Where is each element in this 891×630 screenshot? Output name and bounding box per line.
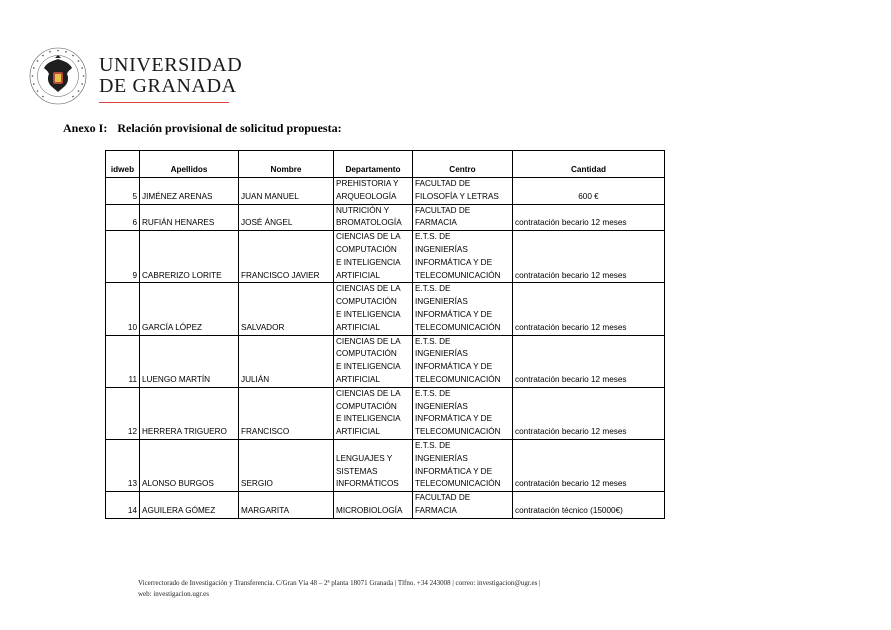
cell-departamento-line: BROMATOLOGÍA: [336, 218, 402, 228]
cell-idweb: 14: [106, 492, 140, 519]
annex-title: Relación provisional de solicitud propuesta:: [117, 121, 342, 135]
cell-idweb: 13: [106, 439, 140, 491]
cell-cantidad: contratación becario 12 meses: [513, 283, 665, 335]
cell-centro-line: TELECOMUNICACIÓN: [415, 427, 501, 437]
cell-departamento-line: ARTIFICIAL: [336, 322, 380, 332]
cell-centro-line: INFORMÁTICA Y DE: [415, 309, 493, 319]
cell-centro-line: INGENIERÍAS: [415, 401, 468, 411]
cell-departamento-line: COMPUTACIÓN: [336, 297, 397, 307]
cell-centro-line: INFORMÁTICA Y DE: [415, 362, 493, 372]
header-apellidos: Apellidos: [140, 151, 239, 178]
cell-departamento: [334, 335, 413, 387]
cell-centro-line: TELECOMUNICACIÓN: [415, 322, 501, 332]
cell-centro-line: TELECOMUNICACIÓN: [415, 270, 501, 280]
cell-apellidos: JIMÉNEZ ARENAS: [140, 178, 239, 205]
cell-cantidad: contratación técnico (15000€): [513, 492, 665, 519]
cell-departamento: [334, 387, 413, 439]
cell-departamento: [334, 231, 413, 283]
cell-cantidad: 600 €: [513, 178, 665, 205]
cell-nombre: FRANCISCO: [239, 387, 334, 439]
cell-centro-line: FARMACIA: [415, 218, 457, 228]
header-idweb: idweb: [106, 151, 140, 178]
cell-departamento: [334, 178, 413, 205]
table-row: [106, 439, 665, 491]
cell-idweb: 11: [106, 335, 140, 387]
cell-centro-line: FILOSOFÍA Y LETRAS: [415, 191, 499, 201]
cell-centro: [413, 204, 513, 231]
table-row: [106, 178, 665, 205]
header-nombre: Nombre: [239, 151, 334, 178]
cell-idweb: 10: [106, 283, 140, 335]
cell-centro: [413, 387, 513, 439]
cell-departamento: [334, 283, 413, 335]
cell-departamento-line: SISTEMAS: [336, 466, 378, 476]
cell-departamento-line: PREHISTORIA Y: [336, 179, 399, 188]
footer: [138, 578, 658, 600]
cell-centro-line: FARMACIA: [415, 505, 457, 515]
cell-departamento-line: ARTIFICIAL: [336, 270, 380, 280]
cell-centro-line: INGENIERÍAS: [415, 297, 468, 307]
cell-centro-line: TELECOMUNICACIÓN: [415, 479, 501, 489]
cell-centro-line: INGENIERÍAS: [415, 349, 468, 359]
cell-idweb: 6: [106, 204, 140, 231]
university-seal-icon: [28, 46, 88, 106]
brand-line-2: DE GRANADA: [99, 75, 237, 97]
table-row: [106, 335, 665, 387]
table-row: [106, 283, 665, 335]
cell-departamento-line: MICROBIOLOGÍA: [336, 505, 403, 515]
annex-heading: [63, 121, 342, 136]
cell-nombre: MARGARITA: [239, 492, 334, 519]
cell-departamento-line: CIENCIAS DE LA: [336, 336, 401, 346]
cell-centro-line: INFORMÁTICA Y DE: [415, 257, 493, 267]
cell-departamento-line: COMPUTACIÓN: [336, 244, 397, 254]
table-row: [106, 204, 665, 231]
cell-centro: [413, 439, 513, 491]
cell-departamento-line: E INTELIGENCIA: [336, 257, 401, 267]
cell-centro-line: INFORMÁTICA Y DE: [415, 466, 493, 476]
cell-centro-line: INFORMÁTICA Y DE: [415, 414, 493, 424]
cell-departamento-line: CIENCIAS DE LA: [336, 232, 401, 242]
header-departamento: Departamento: [334, 151, 413, 178]
cell-nombre: JOSÉ ÁNGEL: [239, 204, 334, 231]
cell-departamento-line: E INTELIGENCIA: [336, 414, 401, 424]
table-body: [106, 178, 665, 519]
cell-nombre: FRANCISCO JAVIER: [239, 231, 334, 283]
cell-centro-line: FACULTAD DE: [415, 179, 471, 188]
cell-departamento-line: ARQUEOLOGÍA: [336, 191, 397, 201]
cell-cantidad: contratación becario 12 meses: [513, 439, 665, 491]
header-cantidad: Cantidad: [513, 151, 665, 178]
footer-line-1: Vicerrectorado de Investigación y Transferencia. C/Gran Vía 48 – 2ª planta 18071 Granada | Tlfno. +34 243008 | correo: investigacion@ugr.es |: [138, 579, 541, 587]
cell-nombre: JUAN MANUEL: [239, 178, 334, 205]
table-row: [106, 387, 665, 439]
cell-departamento-line: INFORMÁTICOS: [336, 479, 399, 489]
cell-departamento-line: ARTIFICIAL: [336, 374, 380, 384]
cell-centro: [413, 231, 513, 283]
cell-centro-line: INGENIERÍAS: [415, 244, 468, 254]
cell-centro-line: E.T.S. DE: [415, 336, 451, 346]
cell-cantidad: contratación becario 12 meses: [513, 335, 665, 387]
cell-apellidos: CABRERIZO LORITE: [140, 231, 239, 283]
brand-line-1: UNIVERSIDAD: [99, 54, 243, 76]
cell-apellidos: ALONSO BURGOS: [140, 439, 239, 491]
cell-departamento-line: CIENCIAS DE LA: [336, 388, 401, 398]
cell-centro-line: E.T.S. DE: [415, 440, 451, 450]
cell-centro-line: FACULTAD DE: [415, 205, 471, 215]
cell-centro-line: TELECOMUNICACIÓN: [415, 374, 501, 384]
cell-cantidad: contratación becario 12 meses: [513, 231, 665, 283]
cell-centro: [413, 492, 513, 519]
cell-departamento-line: LENGUAJES Y: [336, 453, 393, 463]
cell-departamento: [334, 439, 413, 491]
table-header-row: [106, 151, 665, 178]
cell-departamento-line: NUTRICIÓN Y: [336, 205, 390, 215]
brand-wordmark: [99, 54, 243, 97]
cell-idweb: 5: [106, 178, 140, 205]
table-row: [106, 492, 665, 519]
cell-centro-line: FACULTAD DE: [415, 493, 471, 503]
cell-centro-line: E.T.S. DE: [415, 388, 451, 398]
cell-apellidos: RUFIÁN HENARES: [140, 204, 239, 231]
cell-centro-line: INGENIERÍAS: [415, 453, 468, 463]
cell-idweb: 12: [106, 387, 140, 439]
cell-apellidos: LUENGO MARTÍN: [140, 335, 239, 387]
cell-departamento-line: E INTELIGENCIA: [336, 362, 401, 372]
cell-idweb: 9: [106, 231, 140, 283]
cell-departamento-line: E INTELIGENCIA: [336, 309, 401, 319]
brand-rule: [99, 102, 229, 103]
cell-departamento: [334, 204, 413, 231]
cell-centro: [413, 178, 513, 205]
cell-centro-line: E.T.S. DE: [415, 232, 451, 242]
cell-nombre: SERGIO: [239, 439, 334, 491]
cell-apellidos: AGUILERA GÓMEZ: [140, 492, 239, 519]
proposal-table: [105, 150, 665, 519]
cell-apellidos: HERRERA TRIGUERO: [140, 387, 239, 439]
table-row: [106, 231, 665, 283]
header-centro: Centro: [413, 151, 513, 178]
cell-nombre: SALVADOR: [239, 283, 334, 335]
cell-apellidos: GARCÍA LÓPEZ: [140, 283, 239, 335]
cell-cantidad: contratación becario 12 meses: [513, 387, 665, 439]
cell-departamento-line: COMPUTACIÓN: [336, 401, 397, 411]
cell-departamento-line: ARTIFICIAL: [336, 427, 380, 437]
cell-centro: [413, 335, 513, 387]
cell-cantidad: contratación becario 12 meses: [513, 204, 665, 231]
cell-departamento: [334, 492, 413, 519]
cell-departamento-line: COMPUTACIÓN: [336, 349, 397, 359]
cell-centro-line: E.T.S. DE: [415, 284, 451, 294]
cell-nombre: JULIÁN: [239, 335, 334, 387]
cell-departamento-line: CIENCIAS DE LA: [336, 284, 401, 294]
annex-label: Anexo I:: [63, 121, 108, 135]
footer-line-2: web: investigacion.ugr.es: [138, 590, 209, 598]
cell-centro: [413, 283, 513, 335]
